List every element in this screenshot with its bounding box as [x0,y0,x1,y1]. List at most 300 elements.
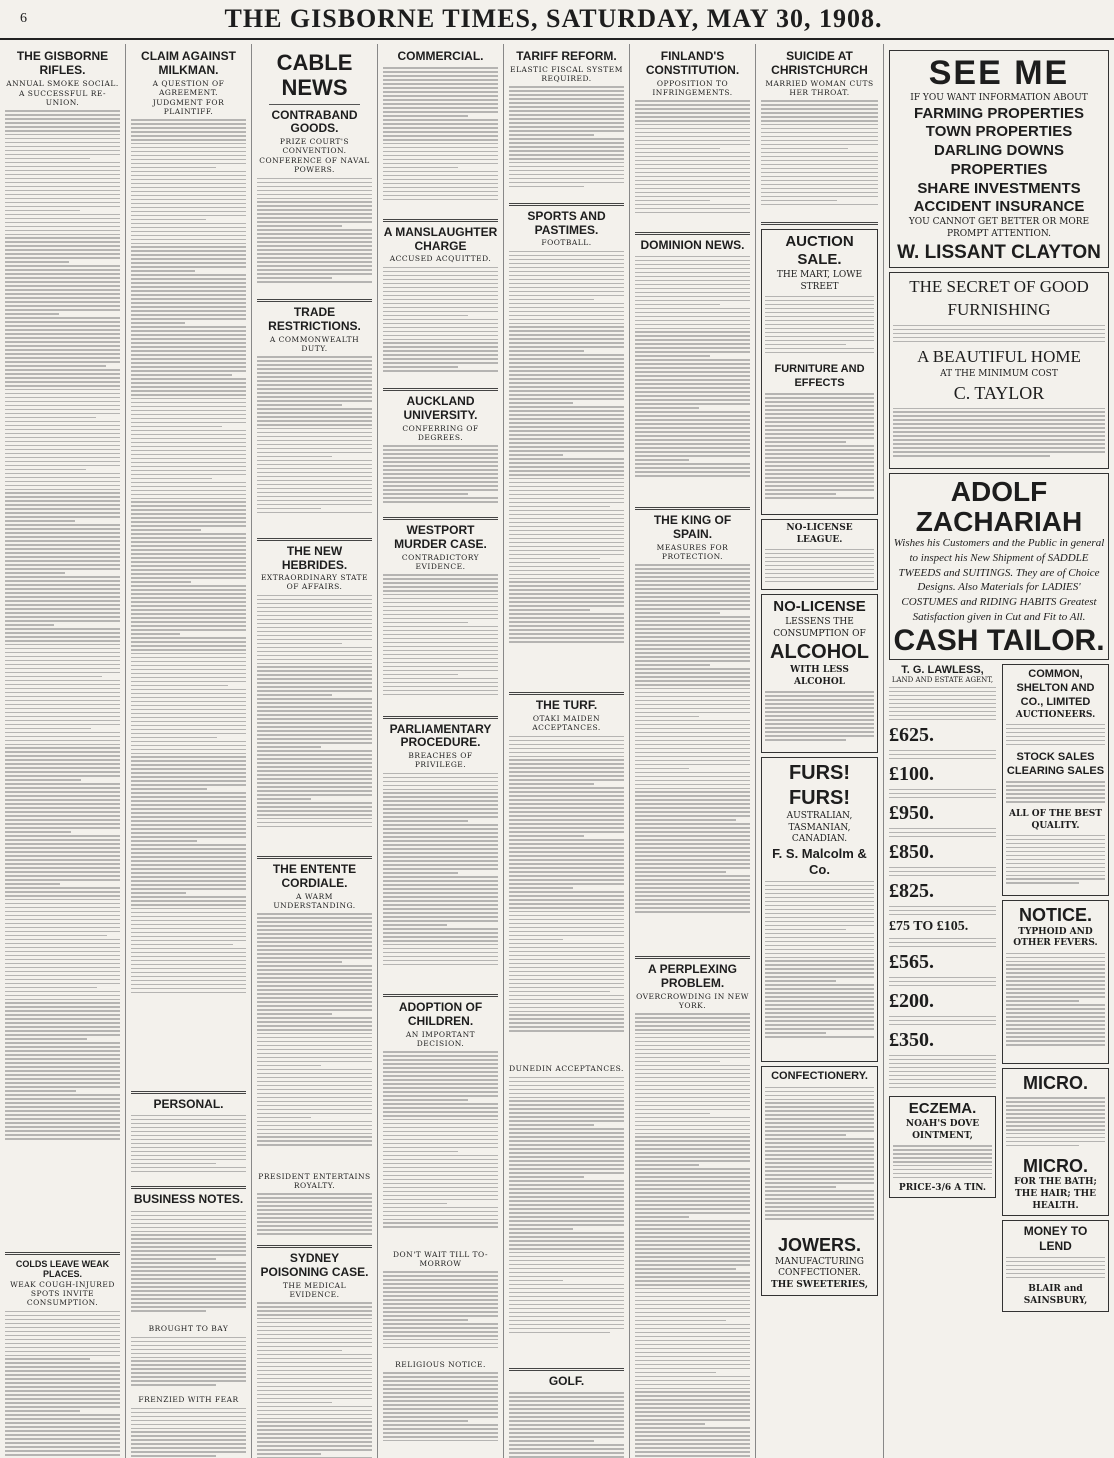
text-line [509,346,624,348]
text-line [5,245,120,247]
text-line [5,999,120,1001]
text-line [383,335,498,337]
text-line [893,337,1105,339]
text-line [893,415,1105,417]
text-line [383,800,498,802]
text-line [383,1067,498,1069]
text-line [257,1037,372,1039]
article-body [509,84,624,199]
ad-name: C. TAYLOR [953,382,1045,403]
text-line [635,684,750,686]
text-line [383,1424,498,1426]
text-line [1006,859,1105,861]
text-line [509,621,624,623]
text-line [509,283,624,285]
no-license-ad [761,594,878,753]
text-line [383,1303,498,1305]
text-line [635,1296,750,1298]
text-line [509,911,624,913]
text-line [5,1002,120,1004]
text-line [383,1307,498,1309]
text-line [5,799,120,801]
text-line [131,1349,246,1351]
text-line [257,718,372,720]
text-line [509,775,624,777]
text-line [1006,953,1105,955]
price: £350. [889,1029,934,1052]
text-line [383,777,498,779]
text-line [509,271,624,273]
text-line [765,405,874,407]
text-line [509,342,624,344]
text-line [5,1062,120,1064]
text-line [635,320,750,322]
article-body [257,911,372,1171]
text-line [635,875,750,877]
text-line [509,1224,624,1226]
text-line [131,466,246,468]
text-line [765,300,874,302]
text-line [765,493,836,495]
text-line [5,413,120,415]
text-line [889,695,996,697]
text-line [893,439,1105,441]
text-line [635,144,750,146]
text-line [383,836,498,838]
text-line [509,506,610,508]
subhead: CONTRADICTORY EVIDENCE. [401,552,480,571]
text-line [383,586,498,588]
text-line [257,730,372,732]
text-line [509,478,624,480]
text-line [131,1416,246,1418]
ad-line: CLEARING SALES [1006,765,1105,778]
article-body [383,1370,498,1450]
text-line [383,147,498,149]
text-line [635,728,750,730]
text-line [635,776,750,778]
column-5 [504,44,630,1458]
text-line [509,275,624,277]
article-body [509,1074,624,1364]
text-line [257,1306,372,1308]
text-line [257,635,372,637]
text-line [5,931,120,933]
text-line [889,875,996,877]
ad-intro: IF YOU WANT INFORMATION ABOUT [910,93,1088,103]
text-line [765,1138,874,1140]
text-line [509,534,624,536]
text-line [257,814,372,816]
text-line [383,1219,498,1221]
article-body [509,1390,624,1458]
text-line [1006,843,1105,845]
text-line [635,304,720,306]
headline: SYDNEY POISONING CASE. [260,1250,369,1279]
text-line [383,1404,498,1406]
text-line [257,941,372,943]
text-line [131,697,246,699]
text-line [131,386,246,388]
text-line [765,485,874,487]
ad-line: DARLING DOWNS PROPERTIES [934,142,1064,178]
text-line [761,200,837,202]
text-line [257,802,372,804]
text-line [1006,1020,1105,1022]
text-line [635,1156,750,1158]
text-line [131,227,246,229]
article-body [509,248,624,688]
text-line [5,995,120,997]
text-line [765,1174,874,1176]
text-line [509,307,624,309]
text-line [5,987,97,989]
text-line [383,1151,458,1153]
text-line [257,396,372,398]
text-line [509,554,624,556]
text-line [761,104,878,106]
text-line [131,1151,246,1153]
text-line [509,1304,624,1306]
text-line [131,1242,246,1244]
text-line [5,779,81,781]
text-line [257,249,372,251]
text-line [383,135,498,137]
text-line [509,1256,624,1258]
text-line [889,906,996,908]
text-line [635,371,750,373]
text-line [257,261,372,263]
text-line [635,439,750,441]
text-line [131,350,246,352]
ad-footer: YOU CANNOT GET BETTER OR MORE PROMPT ATTENTION. [908,217,1090,239]
text-line [131,788,207,790]
text-line [131,199,246,201]
text-line [509,787,624,789]
text-line [765,1008,874,1010]
text-line [5,457,120,459]
text-line [765,1091,874,1093]
text-line [131,1376,246,1378]
text-line [635,628,750,630]
text-line [257,416,372,418]
text-line [509,903,624,905]
text-line [383,1143,498,1145]
text-line [635,784,750,786]
subhead: BREACHES OF PRIVILEGE. [408,751,473,770]
text-line [635,1348,750,1350]
text-line [509,1124,594,1126]
ad-line: ALL OF THE BEST QUALITY. [1009,808,1102,831]
text-line [635,863,750,865]
article-body [383,1049,498,1249]
text-line [893,1153,992,1155]
text-line [509,370,624,372]
text-line [131,1364,246,1366]
text-line [5,150,120,152]
text-line [635,1196,750,1198]
ad-big-text: ALCOHOL [770,641,869,664]
headline: A PERPLEXING PROBLEM. [648,961,737,990]
text-line [5,417,96,419]
text-line [131,565,246,567]
text-line [5,512,120,514]
column-4 [378,44,504,1458]
text-line [131,294,246,296]
text-line [131,478,212,480]
text-line [257,1077,372,1079]
text-line [765,1095,874,1097]
text-line [257,674,372,676]
text-line [383,103,498,105]
text-line [635,204,750,206]
text-line [257,229,372,231]
ad-body [893,405,1105,465]
text-line [383,646,498,648]
text-line [257,917,372,919]
text-line [635,431,750,433]
text-line [5,504,120,506]
text-line [383,1295,498,1297]
text-line [635,1121,750,1123]
text-line [509,1288,624,1290]
text-line [5,1050,120,1052]
text-line [509,319,624,321]
text-line [383,1222,498,1224]
text-line [5,855,120,857]
text-line [765,308,874,310]
text-line [635,403,750,405]
text-line [131,884,246,886]
text-line [131,776,246,778]
text-line [635,160,750,162]
text-line [509,566,624,568]
text-line [257,1113,372,1115]
text-line [5,923,120,925]
text-line [383,1331,498,1333]
text-line [383,578,498,580]
text-line [257,1197,372,1199]
ad-line: ACCIDENT INSURANCE [913,198,1085,216]
text-line [257,682,372,684]
text-line [761,124,878,126]
text-line [509,1428,624,1430]
text-line [509,736,624,738]
text-line [893,1165,992,1167]
text-line [383,87,498,89]
text-line [893,435,1105,437]
text-line [509,1022,624,1024]
text-line [257,512,372,514]
text-line [509,1240,624,1242]
text-line [257,925,372,927]
headline: SPORTS AND PASTIMES. [527,208,606,237]
text-line [509,382,624,384]
text-line [383,816,498,818]
text-line [383,904,498,906]
text-line [893,451,1105,453]
subhead: AN IMPORTANT DECISION. [405,1029,476,1048]
text-line [131,498,246,500]
text-line [257,1025,372,1027]
text-line [635,827,750,829]
text-line [383,678,498,680]
text-line [383,362,498,364]
text-line [5,887,120,889]
text-line [257,1342,372,1344]
ad-subtitle: TYPHOID AND OTHER FEVERS. [1013,926,1098,949]
ad-title: NOTICE. [1018,905,1092,926]
text-line [1006,728,1105,730]
text-line [635,383,750,385]
text-line [765,885,874,887]
text-line [131,1310,206,1312]
text-line [509,126,624,128]
text-line [635,612,720,614]
text-line [131,474,246,476]
text-line [765,1000,874,1002]
text-line [509,947,624,949]
text-line [5,560,120,562]
text-line [383,1179,498,1181]
text-line [383,694,498,696]
text-line [635,708,750,710]
text-line [635,128,750,130]
column-1 [0,44,126,1458]
text-line [257,1029,372,1031]
text-line [1006,1101,1105,1103]
text-line [765,425,874,427]
text-line [5,520,75,522]
text-line [5,249,120,251]
text-line [131,1290,246,1292]
text-line [257,631,372,633]
ad-body [893,1143,992,1183]
text-line [509,1085,624,1087]
text-line [5,1418,120,1420]
text-line [765,1036,874,1038]
text-line [765,1182,874,1184]
text-line [509,979,624,981]
text-line [131,832,246,834]
text-line [257,380,372,382]
text-line [509,186,584,188]
text-line [257,690,372,692]
text-line [5,1450,120,1452]
ad-title: FURS! FURS! [788,761,851,809]
text-line [509,1212,624,1214]
text-line [5,1030,120,1032]
text-line [765,933,874,935]
text-line [509,835,584,837]
text-line [5,110,120,112]
text-line [509,510,624,512]
text-line [257,1205,372,1207]
text-line [383,366,458,368]
ad-title: FURNITURE AND EFFECTS [774,363,865,390]
text-line [635,335,750,337]
text-line [5,381,120,383]
text-line [257,758,372,760]
text-line [257,1402,332,1404]
text-line [765,893,874,895]
text-line [509,1292,624,1294]
text-line [383,1408,498,1410]
text-line [131,944,233,946]
text-line [761,112,878,114]
text-line [131,135,246,137]
text-line [131,1368,246,1370]
text-line [5,592,120,594]
text-line [383,638,498,640]
text-line [5,744,120,746]
text-line [5,783,120,785]
text-line [257,1414,372,1416]
text-line [509,815,624,817]
text-line [635,680,750,682]
text-line [257,599,372,601]
text-line [257,194,372,196]
text-line [257,1421,372,1423]
text-line [383,159,498,161]
text-line [635,451,750,453]
text-line [383,1215,498,1217]
text-line [257,1358,372,1360]
text-line [509,915,624,917]
text-line [509,847,624,849]
text-line [5,1343,120,1345]
headline: TRADE RESTRICTIONS. [268,305,361,333]
text-line [509,426,624,428]
text-line [635,600,750,602]
text-line [383,1226,498,1228]
text-line [509,398,624,400]
text-line [635,112,750,114]
text-line [635,120,750,122]
text-line [635,1200,750,1202]
text-line [383,1131,498,1133]
text-line [383,908,498,910]
text-line [131,139,246,141]
text-line [257,822,372,824]
price: £100. [889,763,934,786]
text-line [5,313,59,315]
text-line [635,1312,750,1314]
text-line [635,1292,750,1294]
text-line [383,1432,498,1434]
text-line [131,1274,246,1276]
text-line [509,1416,624,1418]
text-line [635,636,750,638]
text-line [383,1083,498,1085]
text-line [765,489,874,491]
text-line [5,572,65,574]
text-line [635,656,750,658]
text-line [765,1118,874,1120]
text-line [509,839,624,841]
text-line [509,558,600,560]
ad-body [893,322,1105,346]
text-line [383,1207,498,1209]
text-line [131,203,246,205]
text-line [257,1362,372,1364]
text-line [257,595,372,597]
text-line [5,1394,120,1396]
text-line [635,1065,750,1067]
text-line [635,652,750,654]
text-line [765,925,874,927]
text-line [635,568,750,570]
